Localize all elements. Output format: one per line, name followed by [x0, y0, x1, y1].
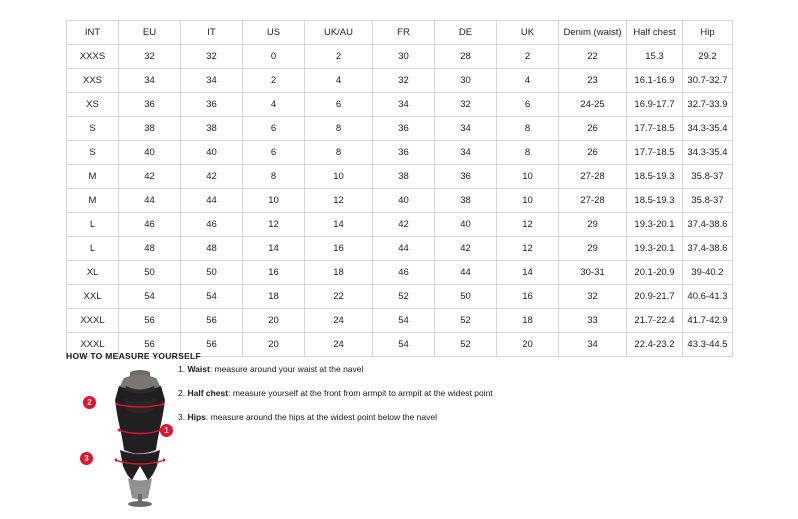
cell-fr: 52 — [373, 285, 435, 309]
cell-us: 8 — [243, 165, 305, 189]
cell-us: 6 — [243, 117, 305, 141]
measure-step-waist — [178, 364, 598, 374]
cell-de: 30 — [435, 69, 497, 93]
cell-int: XXXS — [67, 45, 119, 69]
cell-fr: 44 — [373, 237, 435, 261]
cell-int: XS — [67, 93, 119, 117]
table-row — [67, 237, 733, 261]
cell-eu: 50 — [119, 261, 181, 285]
cell-us: 16 — [243, 261, 305, 285]
cell-hip: 30.7-32.7 — [683, 69, 733, 93]
cell-int: XXL — [67, 285, 119, 309]
measure-step-hips — [178, 412, 598, 422]
cell-uk: 18 — [497, 309, 559, 333]
cell-it: 50 — [181, 261, 243, 285]
table-row — [67, 165, 733, 189]
cell-int: XXXL — [67, 309, 119, 333]
cell-fr: 36 — [373, 141, 435, 165]
badge-hips: 3 — [80, 452, 93, 465]
cell-denim-waist: 23 — [559, 69, 627, 93]
cell-hip: 32.7-33.9 — [683, 93, 733, 117]
cell-half-chest: 15.3 — [627, 45, 683, 69]
column-header-denim-waist: Denim (waist) — [559, 21, 627, 45]
cell-eu: 56 — [119, 309, 181, 333]
cell-uk: 10 — [497, 189, 559, 213]
cell-it: 38 — [181, 117, 243, 141]
step-number: 2. — [178, 388, 186, 399]
cell-eu: 44 — [119, 189, 181, 213]
cell-hip: 35.8-37 — [683, 189, 733, 213]
cell-uk-au: 14 — [305, 213, 373, 237]
cell-us: 18 — [243, 285, 305, 309]
cell-us: 2 — [243, 69, 305, 93]
cell-hip: 37.4-38.6 — [683, 237, 733, 261]
cell-denim-waist: 24-25 — [559, 93, 627, 117]
cell-fr: 54 — [373, 333, 435, 357]
table-row — [67, 285, 733, 309]
cell-us: 14 — [243, 237, 305, 261]
cell-fr: 38 — [373, 165, 435, 189]
step-text: : measure yourself at the front from armpit to armpit at the widest point — [228, 388, 493, 399]
cell-it: 54 — [181, 285, 243, 309]
cell-it: 36 — [181, 93, 243, 117]
cell-hip: 34.3-35.4 — [683, 141, 733, 165]
badge-half-chest: 2 — [83, 396, 96, 409]
column-header-eu: EU — [119, 21, 181, 45]
table-header — [67, 21, 733, 45]
step-term: Waist — [187, 364, 210, 374]
column-header-us: US — [243, 21, 305, 45]
cell-fr: 34 — [373, 93, 435, 117]
step-text: : measure around the hips at the widest point below the navel — [205, 412, 437, 423]
how-to-measure-title: HOW TO MEASURE YOURSELF — [66, 351, 202, 361]
table-body — [67, 45, 733, 357]
cell-it: 44 — [181, 189, 243, 213]
cell-uk-au: 24 — [305, 309, 373, 333]
cell-it: 34 — [181, 69, 243, 93]
cell-half-chest: 16.1-16.9 — [627, 69, 683, 93]
cell-fr: 30 — [373, 45, 435, 69]
cell-eu: 32 — [119, 45, 181, 69]
cell-half-chest: 18.5-19.3 — [627, 189, 683, 213]
cell-us: 6 — [243, 141, 305, 165]
cell-denim-waist: 26 — [559, 141, 627, 165]
cell-eu: 36 — [119, 93, 181, 117]
cell-hip: 29.2 — [683, 45, 733, 69]
cell-uk-au: 22 — [305, 285, 373, 309]
cell-us: 12 — [243, 213, 305, 237]
cell-de: 52 — [435, 333, 497, 357]
cell-fr: 46 — [373, 261, 435, 285]
table-row — [67, 117, 733, 141]
step-term: Half chest — [187, 388, 229, 399]
cell-uk: 10 — [497, 165, 559, 189]
cell-fr: 42 — [373, 213, 435, 237]
table-row — [67, 69, 733, 93]
cell-denim-waist: 26 — [559, 117, 627, 141]
cell-uk-au: 24 — [305, 333, 373, 357]
cell-eu: 34 — [119, 69, 181, 93]
cell-int: XL — [67, 261, 119, 285]
cell-eu: 48 — [119, 237, 181, 261]
table-row — [67, 93, 733, 117]
cell-hip: 39-40.2 — [683, 261, 733, 285]
cell-half-chest: 16.9-17.7 — [627, 93, 683, 117]
cell-half-chest: 20.9-21.7 — [627, 285, 683, 309]
cell-half-chest: 17.7-18.5 — [627, 141, 683, 165]
size-conversion-table — [66, 20, 733, 357]
cell-us: 0 — [243, 45, 305, 69]
cell-uk: 14 — [497, 261, 559, 285]
cell-eu: 56 — [119, 333, 181, 357]
cell-uk-au: 8 — [305, 117, 373, 141]
column-header-uk: UK — [497, 21, 559, 45]
measure-step-half-chest — [178, 388, 598, 398]
cell-half-chest: 19.3-20.1 — [627, 237, 683, 261]
cell-eu: 42 — [119, 165, 181, 189]
cell-us: 20 — [243, 309, 305, 333]
column-header-uk-au: UK/AU — [305, 21, 373, 45]
cell-fr: 36 — [373, 117, 435, 141]
table-row — [67, 261, 733, 285]
table-row — [67, 141, 733, 165]
cell-uk-au: 4 — [305, 69, 373, 93]
table-row — [67, 45, 733, 69]
cell-it: 46 — [181, 213, 243, 237]
cell-eu: 46 — [119, 213, 181, 237]
cell-uk-au: 6 — [305, 93, 373, 117]
cell-de: 28 — [435, 45, 497, 69]
cell-de: 50 — [435, 285, 497, 309]
cell-denim-waist: 30-31 — [559, 261, 627, 285]
cell-it: 56 — [181, 309, 243, 333]
cell-uk: 20 — [497, 333, 559, 357]
step-text: : measure around your waist at the navel — [209, 364, 364, 374]
cell-int: M — [67, 165, 119, 189]
cell-de: 38 — [435, 189, 497, 213]
badge-waist: 1 — [160, 424, 173, 437]
cell-hip: 41.7-42.9 — [683, 309, 733, 333]
column-header-hip: Hip — [683, 21, 733, 45]
cell-int: L — [67, 237, 119, 261]
cell-it: 48 — [181, 237, 243, 261]
cell-uk: 8 — [497, 117, 559, 141]
cell-uk: 12 — [497, 213, 559, 237]
cell-eu: 54 — [119, 285, 181, 309]
cell-uk: 4 — [497, 69, 559, 93]
cell-de: 40 — [435, 213, 497, 237]
cell-uk-au: 8 — [305, 141, 373, 165]
cell-it: 42 — [181, 165, 243, 189]
column-header-int: INT — [67, 21, 119, 45]
cell-uk: 16 — [497, 285, 559, 309]
cell-int: S — [67, 117, 119, 141]
cell-us: 4 — [243, 93, 305, 117]
cell-de: 34 — [435, 117, 497, 141]
cell-us: 10 — [243, 189, 305, 213]
cell-uk: 2 — [497, 45, 559, 69]
table-row — [67, 213, 733, 237]
cell-de: 32 — [435, 93, 497, 117]
cell-fr: 54 — [373, 309, 435, 333]
cell-uk: 8 — [497, 141, 559, 165]
column-header-fr: FR — [373, 21, 435, 45]
cell-uk: 12 — [497, 237, 559, 261]
cell-half-chest: 17.7-18.5 — [627, 117, 683, 141]
cell-denim-waist: 27-28 — [559, 189, 627, 213]
cell-it: 32 — [181, 45, 243, 69]
cell-us: 20 — [243, 333, 305, 357]
step-number: 1. — [178, 364, 186, 374]
cell-uk-au: 16 — [305, 237, 373, 261]
cell-denim-waist: 29 — [559, 237, 627, 261]
cell-denim-waist: 33 — [559, 309, 627, 333]
cell-denim-waist: 29 — [559, 213, 627, 237]
cell-uk-au: 12 — [305, 189, 373, 213]
cell-int: L — [67, 213, 119, 237]
cell-uk-au: 2 — [305, 45, 373, 69]
column-header-it: IT — [181, 21, 243, 45]
cell-de: 36 — [435, 165, 497, 189]
cell-half-chest: 18.5-19.3 — [627, 165, 683, 189]
cell-de: 34 — [435, 141, 497, 165]
cell-de: 52 — [435, 309, 497, 333]
cell-de: 42 — [435, 237, 497, 261]
cell-int: M — [67, 189, 119, 213]
cell-uk-au: 10 — [305, 165, 373, 189]
cell-hip: 34.3-35.4 — [683, 117, 733, 141]
cell-int: S — [67, 141, 119, 165]
step-number: 3. — [178, 412, 186, 423]
step-term: Hips — [187, 412, 206, 423]
cell-hip: 43.3-44.5 — [683, 333, 733, 357]
size-table-container — [66, 20, 732, 357]
column-header-de: DE — [435, 21, 497, 45]
cell-hip: 40.6-41.3 — [683, 285, 733, 309]
cell-eu: 40 — [119, 141, 181, 165]
cell-fr: 32 — [373, 69, 435, 93]
table-header-row — [67, 21, 733, 45]
cell-half-chest: 22.4-23.2 — [627, 333, 683, 357]
cell-it: 56 — [181, 333, 243, 357]
cell-int: XXS — [67, 69, 119, 93]
cell-fr: 40 — [373, 189, 435, 213]
table-row — [67, 309, 733, 333]
cell-uk: 6 — [497, 93, 559, 117]
cell-half-chest: 19.3-20.1 — [627, 213, 683, 237]
cell-denim-waist: 32 — [559, 285, 627, 309]
cell-hip: 35.8-37 — [683, 165, 733, 189]
cell-denim-waist: 34 — [559, 333, 627, 357]
cell-denim-waist: 27-28 — [559, 165, 627, 189]
cell-hip: 37.4-38.6 — [683, 213, 733, 237]
table-row — [67, 189, 733, 213]
cell-half-chest: 20.1-20.9 — [627, 261, 683, 285]
cell-half-chest: 21.7-22.4 — [627, 309, 683, 333]
cell-it: 40 — [181, 141, 243, 165]
cell-de: 44 — [435, 261, 497, 285]
cell-uk-au: 18 — [305, 261, 373, 285]
column-header-half-chest: Half chest — [627, 21, 683, 45]
cell-denim-waist: 22 — [559, 45, 627, 69]
measure-steps-list — [178, 364, 598, 437]
cell-eu: 38 — [119, 117, 181, 141]
cell-int: XXXL — [67, 333, 119, 357]
